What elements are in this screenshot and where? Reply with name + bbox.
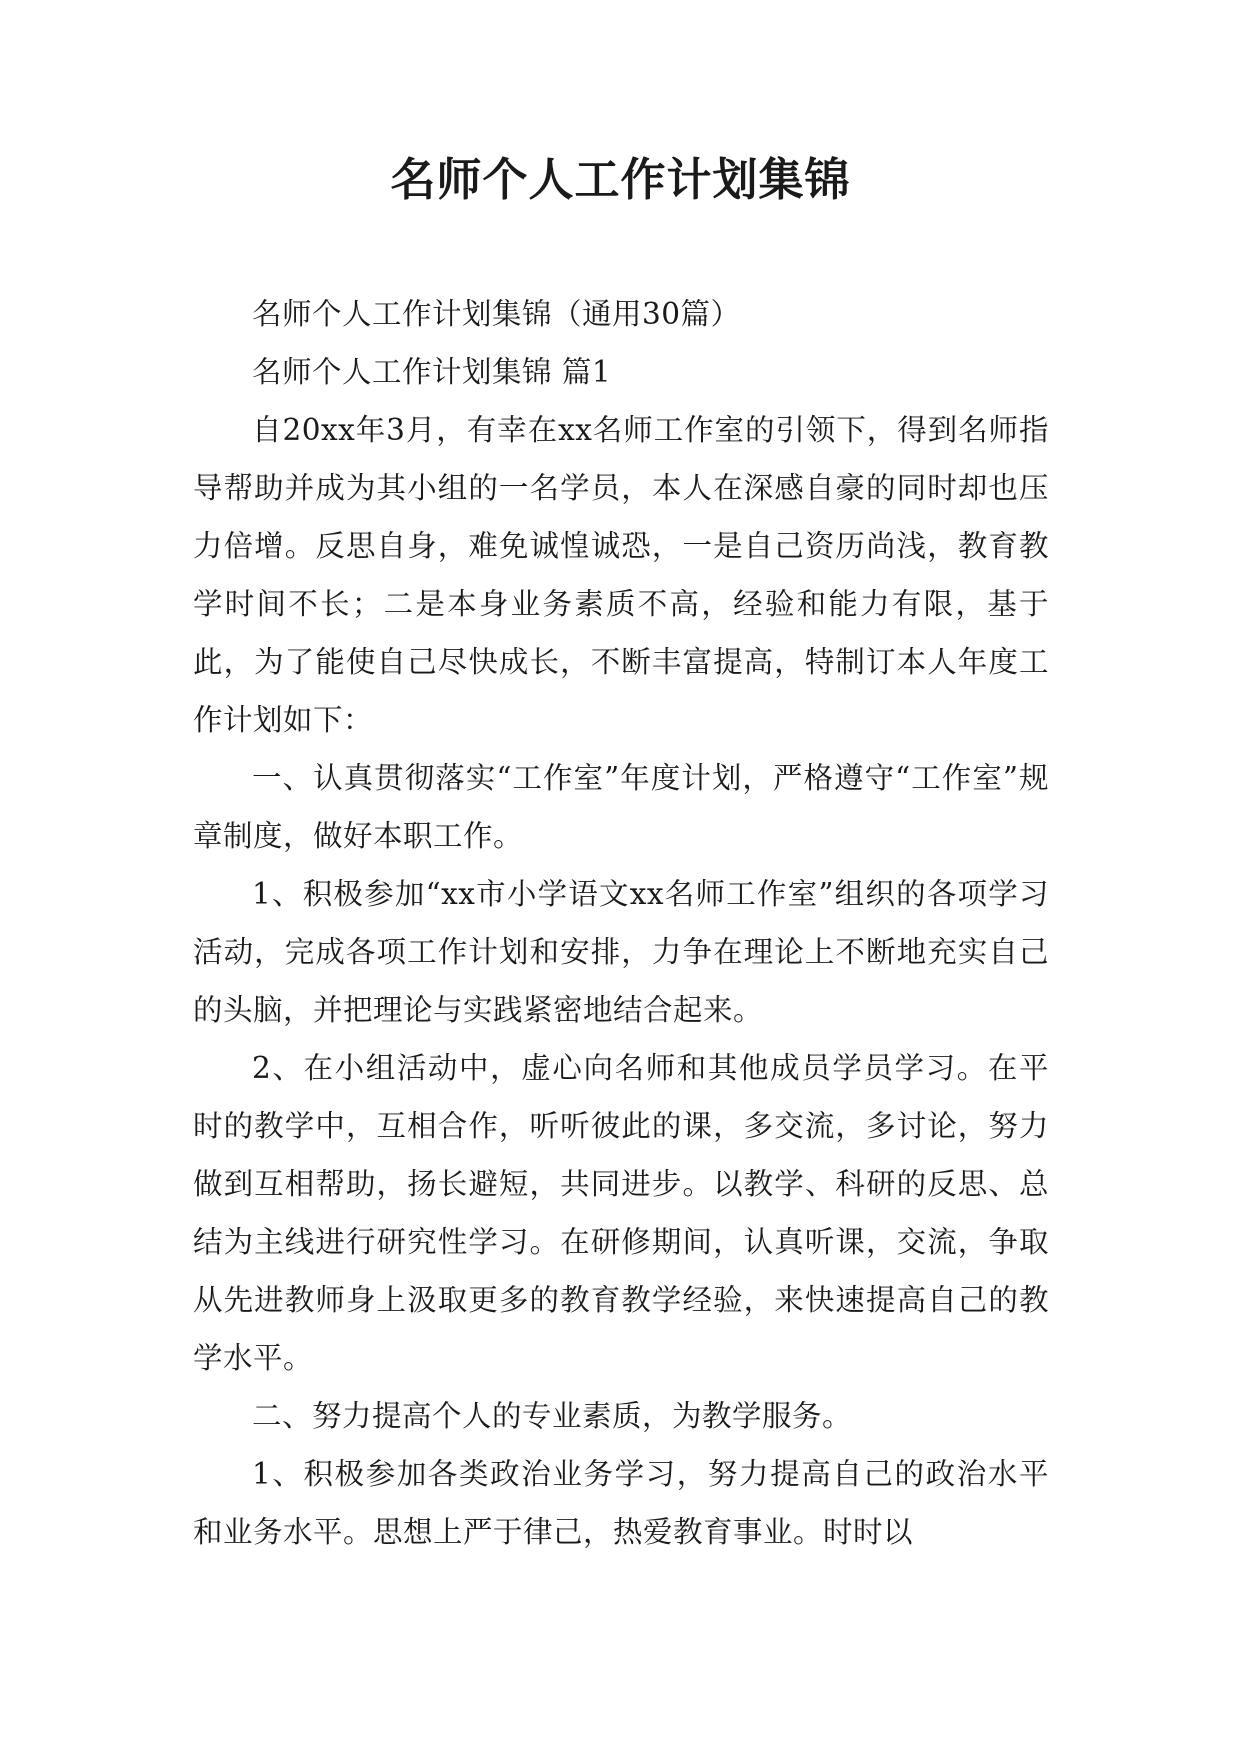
document-body [193, 285, 1049, 1561]
section-heading: 名师个人工作计划集锦 篇1 [252, 355, 612, 389]
document-title: 名师个人工作计划集锦 [390, 153, 851, 206]
document-subtitle: 名师个人工作计划集锦（通用30篇） [252, 297, 741, 331]
paragraph: 1、积极参加各类政治业务学习，努力提高自己的政治水平和业务水平。思想上严于律己，热爱教育事业。时时以 [193, 1457, 1049, 1549]
paragraph: 1、积极参加“xx市小学语文xx名师工作室”组织的各项学习活动，完成各项工作计划和安排，力争在理论上不断地充实自己的头脑，并把理论与实践紧密地结合起来。 [193, 877, 1049, 1027]
paragraph: 一、认真贯彻落实“工作室”年度计划，严格遵守“工作室”规章制度，做好本职工作。 [193, 761, 1049, 853]
paragraph: 自20xx年3月，有幸在xx名师工作室的引领下，得到名师指导帮助并成为其小组的一名学员，本人在深感自豪的同时却也压力倍增。反思自身，难免诚惶诚恐，一是自己资历尚浅，教育教学时间不长；二是本身业务素质不高，经验和能力有限，基于此，为了能使自己尽快成长，不断丰富提高，特制订本人年度工作计划如下： [193, 413, 1049, 737]
paragraph: 2、在小组活动中，虚心向名师和其他成员学员学习。在平时的教学中，互相合作，听听彼此的课，多交流，多讨论，努力做到互相帮助，扬长避短，共同进步。以教学、科研的反思、总结为主线进行研究性学习。在研修期间，认真听课，交流，争取从先进教师身上汲取更多的教育教学经验，来快速提高自己的教学水平。 [193, 1051, 1049, 1375]
paragraph: 二、努力提高个人的专业素质，为教学服务。 [252, 1399, 853, 1433]
